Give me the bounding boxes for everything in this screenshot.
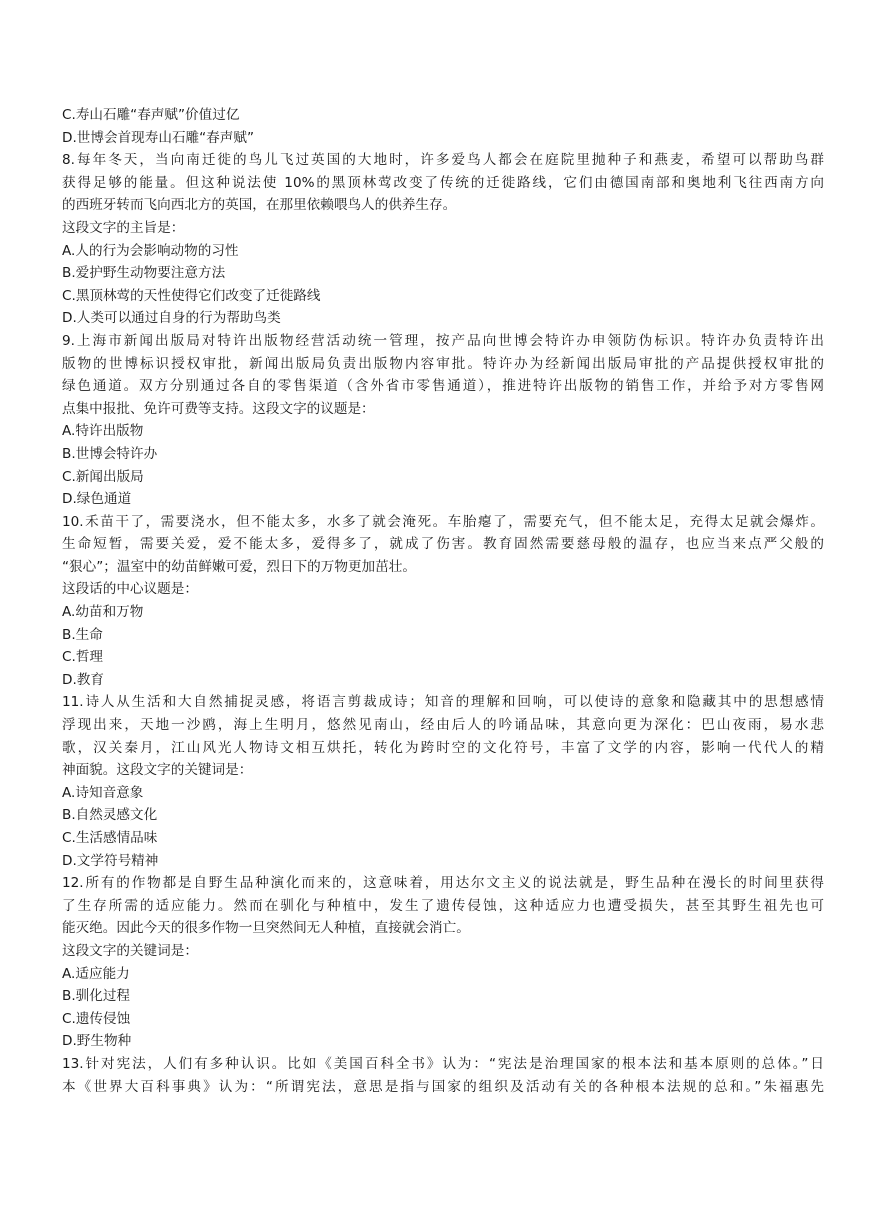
text-line: 点集中报批、免许可费等支持。这段文字的议题是： [62,400,375,417]
text-line: 12.所有的作物都是自野生品种演化而来的，这意味着，用达尔文主义的说法就是，野生品种在漫长的时间里获得 [62,875,824,892]
text-line: A.人的行为会影响动物的习性 [62,242,239,259]
text-line: 神面貌。这段文字的关键词是： [62,762,253,779]
text-line: 这段文字的关键词是： [62,942,198,959]
text-line: 这段话的中心议题是： [62,581,198,598]
text-line: B.爱护野生动物要注意方法 [62,265,226,282]
text-line: 生命短暂，需要关爱，爱不能太多，爱得多了，就成了伤害。教育固然需要慈母般的温存，也应当来点严父般的 [62,536,824,553]
text-line: A.适应能力 [62,965,130,982]
text-line: C.生活感情品味 [62,830,158,846]
text-line: A.诗知音意象 [62,784,144,801]
text-line: C.寿山石雕“春声赋”价值过亿 [62,107,240,123]
text-line: D.野生物种 [62,1033,132,1050]
text-line: C.黑顶林莺的天性使得它们改变了迁徙路线 [62,287,321,304]
text-line: 11.诗人从生活和大自然捕捉灵感，将语言剪裁成诗；知音的理解和回响，可以使诗的意象和隐藏其中的思想感情 [62,694,824,711]
text-line: B.世博会特许办 [62,445,158,462]
text-line: D.人类可以通过自身的行为帮助鸟类 [62,310,281,327]
text-line: B.驯化过程 [62,988,131,1005]
text-line: 的西班牙转而飞向西北方的英国，在那里依赖喂鸟人的供养生存。 [62,197,457,214]
text-line: A.幼苗和万物 [62,604,144,621]
text-line: D.文学符号精神 [62,852,159,869]
text-line: 浮现出来，天地一沙鸥，海上生明月，悠然见南山，经由后人的吟诵品味，其意向更为深化：巴山夜雨，易水悲 [62,717,824,734]
text-line: 这段文字的主旨是： [62,219,185,236]
text-line: 8.每年冬天，当向南迁徙的鸟儿飞过英国的大地时，许多爱鸟人都会在庭院里抛种子和燕麦，希望可以帮助鸟群 [62,152,824,169]
text-line: B.生命 [62,626,103,643]
text-line: 歌，汉关秦月，江山风光人物诗文相互烘托，转化为跨时空的文化符号，丰富了文学的内容，影响一代代人的精 [62,739,824,756]
document-page [62,104,824,1098]
text-line: 10.禾苗干了，需要浇水，但不能太多，水多了就会淹死。车胎瘪了，需要充气，但不能太足，充得太足就会爆炸。 [62,513,824,530]
text-line: 13.针对宪法，人们有多种认识。比如《美国百科全书》认为：“宪法是治理国家的根本法和基本原则的总体。”日 [62,1055,824,1072]
text-line: D.世博会首现寿山石雕“春声赋” [62,129,254,146]
text-line: 了生存所需的适应能力。然而在驯化与种植中，发生了遗传侵蚀，这种适应力也遭受损失，甚至其野生祖先也可 [62,897,824,914]
text-line: 获得足够的能量。但这种说法使 10%的黑顶林莺改变了传统的迁徙路线，它们由德国南部和奥地利飞往西南方向 [62,174,824,191]
text-line: 9.上海市新闻出版局对特许出版物经营活动统一管理，按产品向世博会特许办申领防伪标识。特许办负责特许出 [62,332,824,349]
text-line: 能灭绝。因此今天的很多作物一旦突然间无人种植，直接就会消亡。 [62,920,470,937]
text-line: C.哲理 [62,649,104,666]
text-line: 本《世界大百科事典》认为：“所谓宪法，意思是指与国家的组织及活动有关的各种根本法规的总和。”朱福惠先 [62,1078,824,1095]
text-line: C.新闻出版局 [62,468,144,485]
text-line: C.遗传侵蚀 [62,1010,131,1027]
text-line: 绿色通道。双方分别通过各自的零售渠道（含外省市零售通道），推进特许出版物的销售工作，并给予对方零售网 [62,378,824,395]
text-line: A.特许出版物 [62,423,144,440]
text-line: B.自然灵感文化 [62,807,158,824]
text-line: “狠心”；温室中的幼苗鲜嫩可爱，烈日下的万物更加茁壮。 [62,558,416,575]
text-line: D.教育 [62,671,104,688]
text-line: 版物的世博标识授权审批，新闻出版局负责出版物内容审批。特许办为经新闻出版局审批的产品提供授权审批的 [62,355,824,372]
text-line: D.绿色通道 [62,491,132,508]
